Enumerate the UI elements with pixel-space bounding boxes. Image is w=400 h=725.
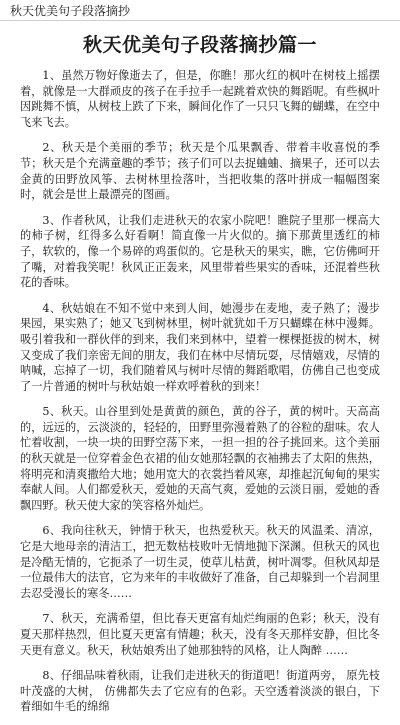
paragraph: 4、秋姑娘在不知不觉中来到人间，她漫步在麦地，麦子熟了；漫步果园，果实熟了；她又飞到树林里，树叶就犹如千万只蝴蝶在林中漫舞。吸引着我和一群伙伴的到来，我们来到林中，望着一棵棵挺拔的树木，树又变成了我们亲密无间的朋友，我们在林中尽情玩耍，尽情嬉戏，尽情的呐喊，忘掉了一切，我们随着风与树叶尽情的舞蹈歌唱，仿佛自己也变成了一片普通的树叶与秋姑娘一样欢呼着秋的到来！ xyxy=(20,301,380,393)
header-divider xyxy=(0,20,400,21)
paragraph: 8、仔细品味着秋雨，让我们走进秋天的街道吧！街道两旁， 原先枝叶茂盛的大树， 仿佛都失去了它应有的色彩。天空透着淡淡的银白，下着细如牛毛的绵绵 xyxy=(20,669,380,714)
paragraph: 2、秋天是个美丽的季节；秋天是个瓜果飘香、带着丰收喜悦的季节；秋天是个充满童趣的季节；孩子们可以去捉蛐蛐、摘果子，还可以去金黄的田野放风筝、去树林里捡落叶，当把收集的落叶拼成一幅幅图案时，就会是世上最漂亮的图画。 xyxy=(20,141,380,202)
article-body xyxy=(20,68,380,725)
document-header: 秋天优美句子段落摘抄 xyxy=(10,4,131,18)
paragraph: 7、秋天，充满希望，但比春天更富有灿烂绚丽的色彩；秋天，没有夏天那样热烈，但比夏天更富有情趣；秋天，没有冬天那样安静，但比冬天更有意义。秋天，秋姑娘秀出了她那独特的风格，让人陶醉 …… xyxy=(20,612,380,657)
paragraph: 1、虽然万物好像逝去了，但是，你瞧！那火红的枫叶在树枝上摇摆着，就像是一大群顽皮的孩子在手拉手一起跳着欢快的舞蹈呢。有些枫叶因跳舞不慎，从树枝上跌了下来，瞬间化作了一只只飞舞的蝴蝶，在空中飞来飞去。 xyxy=(20,69,380,129)
paragraph: 3、作者秋风，让我们走进秋天的农家小院吧！瞧院子里那一棵高大的柿子树，红得多么好看啊！简直像一片火似的。摘下那黄里透红的柿子，软软的，像一个易碎的鸡蛋似的。它是秋天的果实，瞧，它仿佛呵开了嘴，对着我笑呢！秋风正正轰来，风里带着些果实的香味，还混着些秋花的香味。 xyxy=(20,213,380,290)
page-title: 秋天优美句子段落摘抄篇一 xyxy=(82,34,317,56)
paragraph: 6、我向往秋天，钟情于秋天，也热爱秋天。秋天的风温柔、清凉，它是大地母亲的清洁工，把无数枯枝败叶无情地抛下深渊。但秋天的风也是冷酷无情的，它扼杀了一切生灵，使草儿枯黄，树叶凋零。但秋风却是一位最伟大的法官，它为来年的丰收做好了准备，自己却躲到一个岩洞里去忍受漫长的寒冬…… xyxy=(20,524,380,600)
paragraph: 5、秋天。山谷里到处是黄黄的颜色，黄的谷子，黄的树叶。天高高的，远远的，云淡淡的，轻轻的，田野里弥漫着熟了的谷粒的甜味。农人忙着收割，一块一块的田野空荡下来，一担一担的谷子挑回来。这个美丽的秋天就是一位穿着金色衣裙的仙女她那轻飘的衣袖拂去了太阳的焦热，将明亮和清爽撒给大地；她用宽大的衣裳挡着风寒，却推起沉甸甸的果实奉献人间。人们都爱秋天，爱她的天高气爽，爱她的云淡日丽，爱她的香飘四野。秋天使大家的笑容格外灿烂。 xyxy=(20,405,380,512)
